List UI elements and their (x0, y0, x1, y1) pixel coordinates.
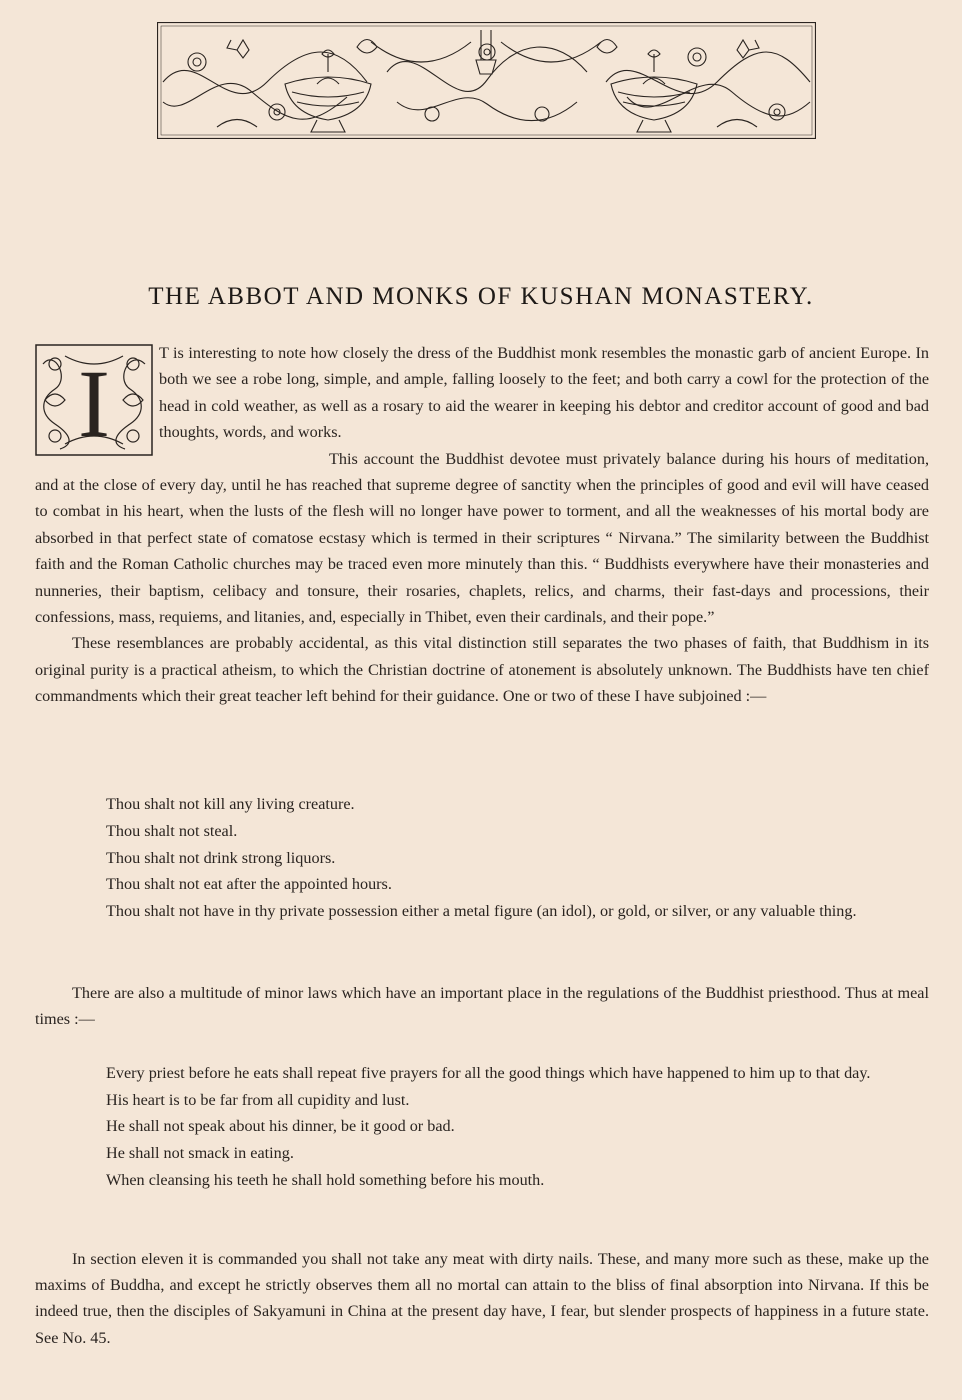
paragraph-5: In section eleven it is commanded you shall not take any meat with dirty nails. These, and many more such as these, make up the maxims of Buddha, and except he strictly observes them all no mortal can attain to the bliss of final absorption into Nirvana. If this be indeed true, then the disciples of Sakyamuni in China at the present day have, I fear, but slender prospects of happiness in a future state. See No. 45. (35, 1250, 929, 1347)
body-text-conclusion (35, 1246, 929, 1351)
meal-law-item: Every priest before he eats shall repeat five prayers for all the good things which have happened to him up to that day. (106, 1064, 871, 1082)
meal-laws-list (106, 1061, 929, 1195)
drop-cap-letter: I (78, 350, 110, 456)
body-text-intro (35, 340, 929, 710)
paragraph-1: T is interesting to note how closely the dress of the Buddhist monk resembles the monastic garb of ancient Europe. In both we see a robe long, simple, and ample, falling loosely to the feet; and both carry a cowl for the protection of the head in cold weather, as well as a rosary to aid the wearer in keeping his debtor and creditor account of good and bad thoughts, words, and works. (159, 344, 929, 442)
commandment-item: Thou shalt not kill any living creature. (106, 795, 355, 813)
commandments-list (106, 791, 929, 925)
body-text-minor-laws (35, 980, 929, 1033)
article-title: THE ABBOT AND MONKS OF KUSHAN MONASTERY. (148, 282, 814, 310)
paragraph-3: These resemblances are probably accidental, as this vital distinction still separates the two phases of faith, that Buddhism in its original purity is a practical atheism, to which the Christian doctrine of atonement is absolutely unknown. The Buddhists have ten chief commandments which their great teacher left behind for their guidance. One or two of these I have subjoined :— (35, 634, 929, 706)
meal-law-item: When cleansing his teeth he shall hold something before his mouth. (106, 1170, 545, 1189)
meal-law-item: He shall not speak about his dinner, be it good or bad. (106, 1117, 455, 1136)
meal-law-item: He shall not smack in eating. (106, 1144, 294, 1163)
commandment-item: Thou shalt not steal. (106, 821, 238, 840)
commandment-item: Thou shalt not eat after the appointed hours. (106, 875, 392, 894)
commandment-item: Thou shalt not have in thy private possession either a metal figure (an idol), or gold, or silver, or any valuable thing. (106, 902, 857, 921)
commandment-item: Thou shalt not drink strong liquors. (106, 848, 336, 867)
decorated-drop-cap (35, 344, 153, 456)
paragraph-2: This account the Buddhist devotee must privately balance during his hours of meditation, and at the close of every day, until he has reached that supreme degree of sanctity when the principles of good and evil will have ceased to combat in his heart, when the lusts of the flesh will no longer have power to torment, and all the weaknesses of his mortal body are absorbed in that perfect state of comatose ecstasy which is termed in their scriptures “ Nirvana.” The similarity between the Buddhist faith and the Roman Catholic churches may be traced even more minutely than this. “ Buddhists everywhere have their monasteries and nunneries, their baptism, celibacy and tonsure, their rosaries, chaplets, relics, and charms, their fast-days and processions, their confessions, mass, requiems, and litanies, and, especially in Thibet, even their cardinals, and their pope.” (35, 449, 929, 627)
meal-law-item: His heart is to be far from all cupidity and lust. (106, 1090, 410, 1109)
ornamental-header-illustration (157, 22, 816, 139)
paragraph-4: There are also a multitude of minor laws which have an important place in the regulations of the Buddhist priesthood. Thus at meal times :— (35, 984, 929, 1029)
